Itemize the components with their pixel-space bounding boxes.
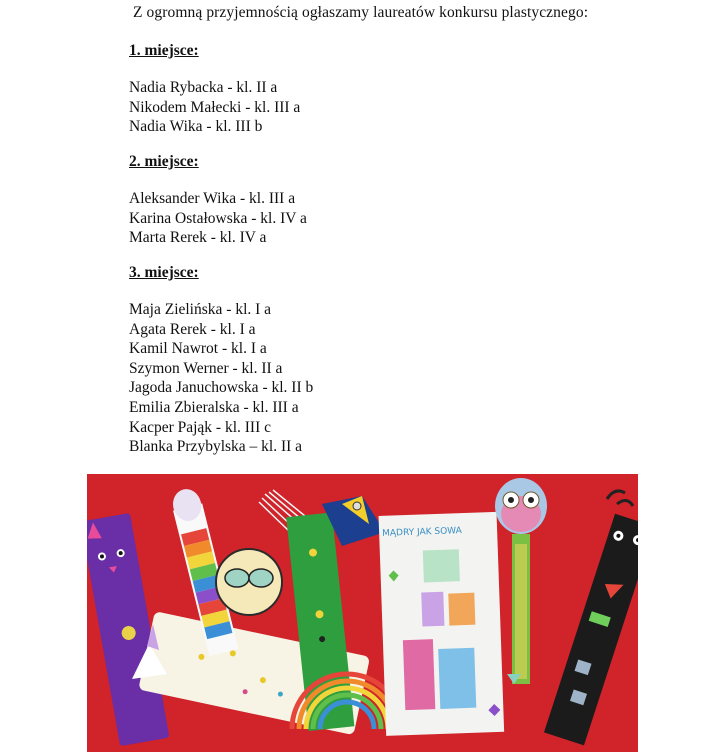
bookmarks-photo	[87, 474, 638, 752]
heading-second-place: 2. miejsce:	[129, 153, 199, 170]
winners-list-first-place	[129, 78, 300, 137]
winner-entry: Blanka Przybylska – kl. II a	[129, 438, 303, 456]
heading-first-place: 1. miejsce:	[129, 42, 199, 59]
announcement-text: Z ogromną przyjemnością ogłaszamy laureatów konkursu plastycznego:	[133, 4, 589, 21]
winner-entry: Aleksander Wika - kl. III a	[129, 190, 296, 207]
winner-entry: Kacper Pająk - kl. III c	[129, 418, 272, 436]
winner-entry: Maja Zielińska - kl. I a	[129, 301, 272, 318]
bee-circle-bookmark	[216, 549, 282, 615]
winner-entry: Nikodem Małecki - kl. III a	[129, 98, 301, 116]
winner-entry: Emilia Zbieralska - kl. III a	[129, 398, 299, 416]
winner-entry: Agata Rerek - kl. I a	[129, 320, 256, 338]
winner-entry: Szymon Werner - kl. II a	[129, 359, 283, 377]
winner-entry: Kamil Nawrot - kl. I a	[129, 340, 267, 358]
winners-list-second-place	[129, 189, 307, 248]
winner-entry: Marta Rerek - kl. IV a	[129, 229, 267, 247]
winners-list-third-place	[129, 300, 313, 457]
poster-title: MĄDRY JAK SOWA	[381, 526, 462, 539]
winner-entry: Jagoda Januchowska - kl. II b	[129, 379, 314, 397]
heading-third-place: 3. miejsce:	[129, 264, 199, 281]
winner-entry: Nadia Rybacka - kl. II a	[129, 79, 278, 96]
winner-entry: Nadia Wika - kl. III b	[129, 118, 263, 136]
poster	[379, 512, 505, 736]
winner-entry: Karina Ostałowska - kl. IV a	[129, 209, 307, 227]
